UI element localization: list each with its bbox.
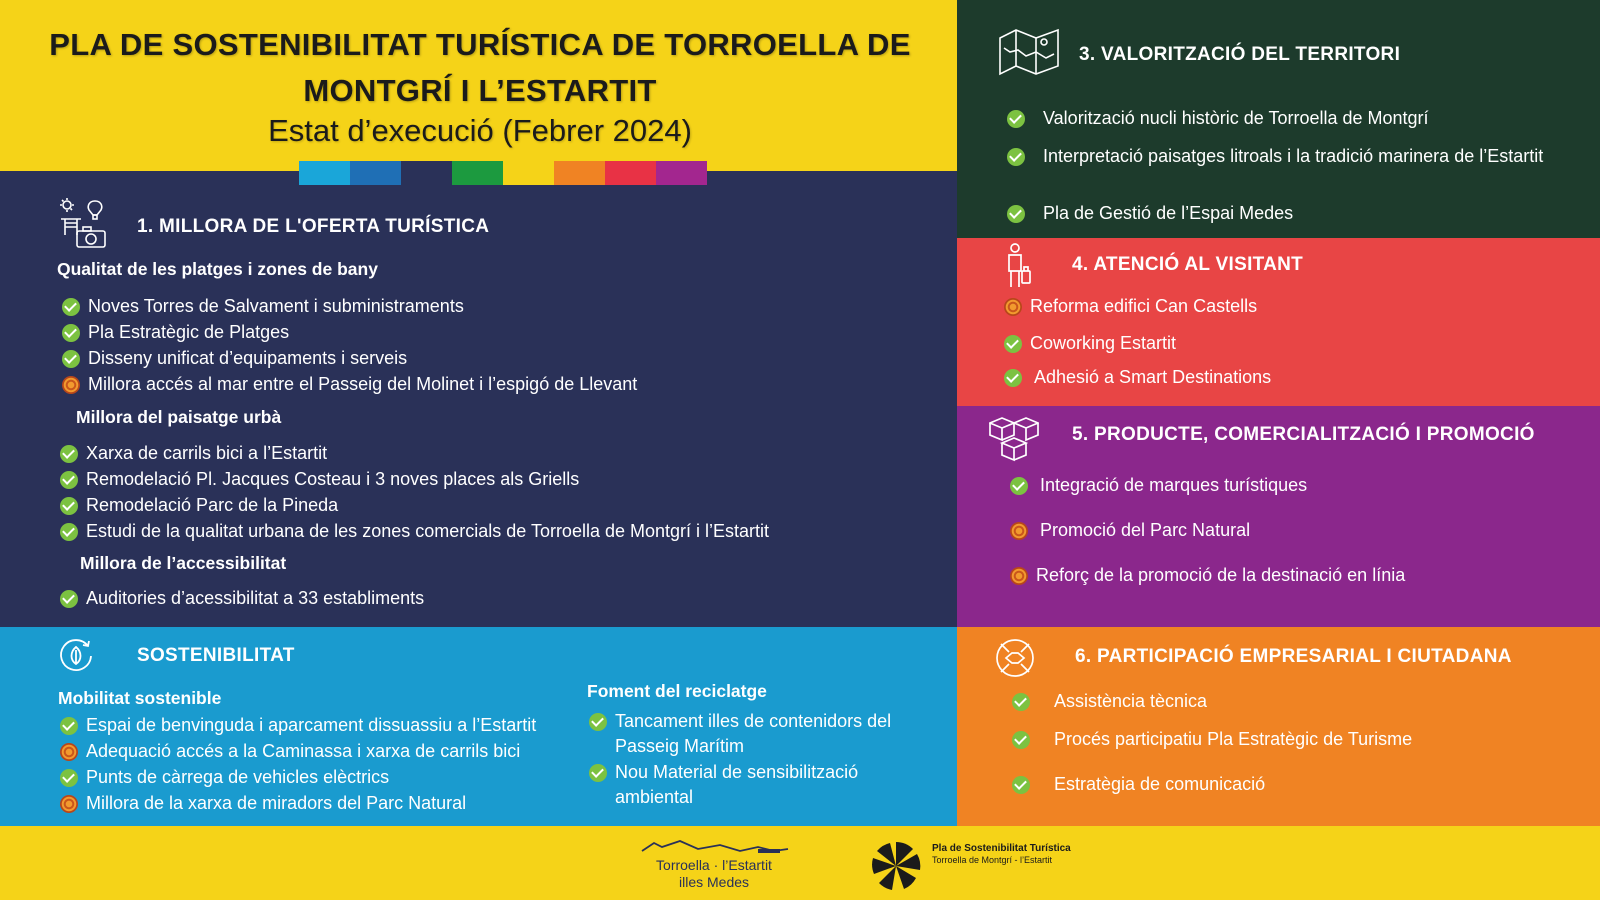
list-item-text: Promoció del Parc Natural [1040, 520, 1251, 540]
list-item-text: Millora de la xarxa de miradors del Parc Natural [86, 793, 467, 813]
section-3-title: 3. VALORITZACIÓ DEL TERRITORI [1079, 44, 1401, 65]
group-title-accessibilitat: Millora de l’accessibilitat [80, 553, 287, 573]
color-stripe-segment [452, 161, 503, 185]
status-icon [62, 324, 80, 342]
list-item [60, 493, 338, 518]
list-item [1004, 294, 1564, 319]
list-item [62, 372, 637, 397]
color-stripe-segment [350, 161, 401, 185]
list-item-text: Remodelació Parc de la Pineda [86, 495, 339, 515]
status-icon [1004, 335, 1022, 353]
status-icon [1012, 731, 1030, 749]
status-icon [1007, 110, 1025, 128]
handshake-icon [993, 636, 1037, 680]
list-item-text: Espai de benvinguda i aparcament dissuassiu a l’Estartit [86, 715, 537, 735]
list-item [1012, 727, 1572, 752]
list-item [62, 346, 407, 371]
list-item-text: Auditories d’acessibilitat a 33 establiments [86, 588, 425, 608]
boxes-icon [989, 414, 1039, 464]
list-item-text: Reforç de la promoció de la destinació en línia [1036, 565, 1406, 585]
list-item-text: Adhesió a Smart Destinations [1034, 367, 1272, 387]
section-4-title: 4. ATENCIÓ AL VISITANT [1072, 254, 1304, 275]
list-item-text: Valorització nucli històric de Torroella de Montgrí [1043, 108, 1429, 128]
group-title-reciclatge: Foment del reciclatge [587, 681, 767, 701]
page-subtitle: Estat d’execució (Febrer 2024) [268, 113, 692, 148]
list-item-text: Punts de càrrega de vehicles elèctrics [86, 767, 390, 787]
list-item [1010, 518, 1570, 543]
list-item-text: Coworking Estartit [1030, 333, 1177, 353]
status-icon [62, 298, 80, 316]
status-icon [1012, 693, 1030, 711]
list-item [1010, 473, 1570, 498]
leaf-recycle-icon [56, 634, 96, 674]
pla-sostenibilitat-logo [870, 840, 1100, 892]
color-stripe-segment [299, 161, 350, 185]
list-item-text: Integració de marques turístiques [1040, 475, 1308, 495]
status-icon [60, 743, 78, 761]
list-item-text: Interpretació paisatges litroals i la tradició marinera de l’Estartit [1043, 146, 1544, 166]
list-item-text: Pla de Gestió de l’Espai Medes [1043, 203, 1294, 223]
list-item [60, 467, 579, 492]
list-item-text: Assistència tècnica [1054, 691, 1208, 711]
list-item [1010, 563, 1570, 588]
status-icon [60, 769, 78, 787]
list-item-text: Reforma edifici Can Castells [1030, 296, 1258, 316]
list-item [589, 760, 909, 810]
list-item-text: Procés participatiu Pla Estratègic de Turisme [1054, 729, 1413, 749]
list-item [1004, 331, 1564, 356]
status-icon [1007, 205, 1025, 223]
pla-logo-line-1: Pla de Sostenibilitat Turística [932, 843, 1071, 854]
torroella-logo-line-1: Torroella · l’Estartit [656, 857, 772, 873]
color-stripe-segment [656, 161, 707, 185]
list-item [1007, 201, 1567, 226]
color-stripe-segment [554, 161, 605, 185]
status-icon [62, 376, 80, 394]
status-icon [1010, 477, 1028, 495]
status-icon [60, 590, 78, 608]
color-stripe-segment [503, 161, 554, 185]
group-title-platges: Qualitat de les platges i zones de bany [57, 259, 378, 279]
status-icon [1010, 522, 1028, 540]
color-stripe-segment [605, 161, 656, 185]
group-title-paisatge: Millora del paisatge urbà [76, 407, 282, 427]
status-icon [60, 795, 78, 813]
list-item [60, 791, 466, 816]
list-item [1012, 689, 1572, 714]
list-item [60, 713, 536, 738]
sun-segments-icon [870, 840, 922, 892]
page-title [20, 22, 940, 114]
list-item-text: Pla Estratègic de Platges [88, 322, 290, 342]
group-title-mobilitat: Mobilitat sostenible [58, 688, 222, 708]
visitor-icon [1003, 243, 1033, 289]
status-icon [60, 445, 78, 463]
list-item [62, 320, 289, 345]
page-title-line-1: PLA DE SOSTENIBILITAT TURÍSTICA DE TORROELLA DE [49, 27, 911, 62]
list-item [1004, 365, 1564, 390]
status-icon [1004, 369, 1022, 387]
status-icon [1012, 776, 1030, 794]
list-item-text: Disseny unificat d’equipaments i serveis [88, 348, 408, 368]
status-icon [1010, 567, 1028, 585]
list-item [60, 765, 389, 790]
section-6-title: 6. PARTICIPACIÓ EMPRESARIAL I CIUTADANA [1075, 646, 1512, 667]
status-icon [60, 471, 78, 489]
torroella-logo-line-2: illes Medes [678, 874, 750, 890]
status-icon [1004, 298, 1022, 316]
list-item [60, 586, 424, 611]
mountain-skyline-icon [640, 837, 790, 857]
color-stripe-segment [401, 161, 452, 185]
status-icon [60, 717, 78, 735]
status-icon [1007, 148, 1025, 166]
section-1-title: 1. MILLORA DE L'OFERTA TURÍSTICA [137, 216, 490, 237]
pla-logo-line-2: Torroella de Montgrí - l’Estartit [932, 855, 1053, 865]
list-item-text: Estratègia de comunicació [1054, 774, 1266, 794]
list-item [60, 739, 520, 764]
footer-panel [0, 826, 1600, 900]
status-icon [589, 764, 607, 782]
list-item-text: Adequació accés a la Caminassa i xarxa de carrils bici [86, 741, 521, 761]
sostenibilitat-title: SOSTENIBILITAT [137, 645, 295, 666]
status-icon [60, 497, 78, 515]
status-icon [60, 523, 78, 541]
tourism-icon [57, 197, 111, 249]
list-item [60, 441, 327, 466]
torroella-logo [640, 837, 790, 895]
status-icon [589, 713, 607, 731]
list-item-text: Estudi de la qualitat urbana de les zones comercials de Torroella de Montgrí i l’Estartit [86, 521, 770, 541]
page-title-line-2: MONTGRÍ I L’ESTARTIT [303, 73, 657, 108]
list-item [1007, 106, 1567, 131]
map-icon [996, 26, 1062, 78]
list-item-text: Millora accés al mar entre el Passeig del Molinet i l’espigó de Llevant [88, 374, 638, 394]
list-item-text: Remodelació Pl. Jacques Costeau i 3 noves places als Griells [86, 469, 580, 489]
list-item-text: Noves Torres de Salvament i subministraments [88, 296, 464, 316]
list-item [62, 294, 464, 319]
list-item [1007, 144, 1562, 169]
list-item-text: Tancament illes de contenidors del Passeig Marítim [615, 711, 892, 756]
list-item [60, 519, 769, 544]
list-item [589, 709, 949, 759]
list-item-text: Nou Material de sensibilització ambiental [615, 762, 859, 807]
list-item [1012, 772, 1572, 797]
section-5-title: 5. PRODUCTE, COMERCIALITZACIÓ I PROMOCIÓ [1072, 424, 1535, 445]
list-item-text: Xarxa de carrils bici a l’Estartit [86, 443, 328, 463]
status-icon [62, 350, 80, 368]
